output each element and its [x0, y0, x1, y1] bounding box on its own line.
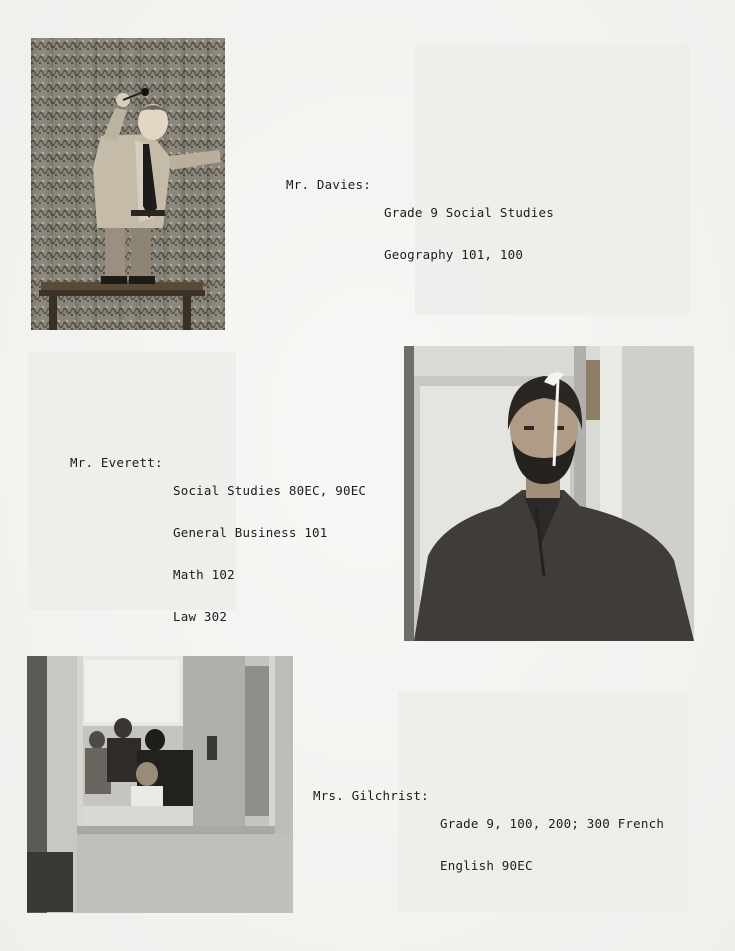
subject-line: Social Studies 80EC, 90EC: [173, 483, 367, 498]
caption-mr-davies: [286, 177, 566, 262]
photo-mr-everett: [404, 346, 694, 641]
subject-line: Grade 9, 100, 200; 300 French: [440, 816, 665, 831]
subject-line: Geography 101, 100: [384, 247, 524, 262]
caption-mrs-gilchrist: [313, 788, 673, 873]
teacher-name: Mrs. Gilchrist:: [313, 788, 429, 803]
photo-mrs-gilchrist: [27, 656, 293, 913]
subject-line: General Business 101: [173, 525, 328, 540]
subject-line: English 90EC: [440, 858, 533, 873]
subject-line: Math 102: [173, 567, 235, 582]
subject-line: Law 302: [173, 609, 228, 624]
caption-mr-everett: [70, 455, 370, 624]
teacher-name: Mr. Everett:: [70, 455, 163, 470]
photo-mr-davies: [31, 38, 225, 330]
teacher-name: Mr. Davies:: [286, 177, 371, 192]
subject-line: Grade 9 Social Studies: [384, 205, 554, 220]
